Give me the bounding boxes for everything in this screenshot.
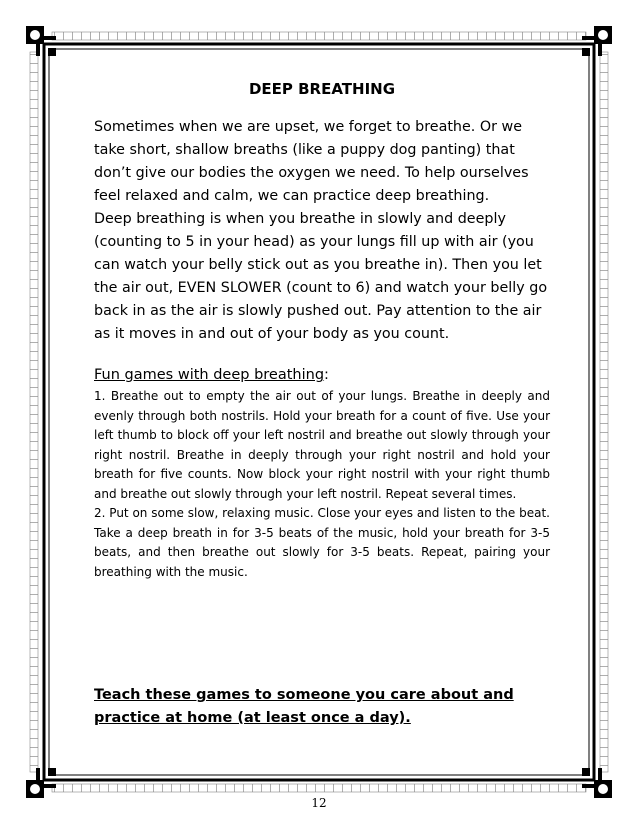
intro-section [94,116,550,346]
page-content [94,80,550,582]
games-heading-colon: : [324,367,329,383]
games-heading-text: Fun games with deep breathing [94,367,325,383]
corner-ornament-bottom-right [582,768,612,798]
intro-paragraph: Sometimes when we are upset, we forget to breathe. Or we take short, shallow breaths (like a puppy dog panting) that don’t give our bodies the oxygen we need. To help ourselves feel relaxed and calm, we can practice deep breathing. [94,119,529,204]
games-list [94,387,550,582]
page-number: 12 [311,796,327,810]
intro-paragraph: Deep breathing is when you breathe in slowly and deeply (counting to 5 in your head) as your lungs fill up with air (you can watch your belly stick out as you breathe in). Then you let the air out, EVEN SLOWER (count to 6) and watch your belly go back in as the air is slowly pushed out. Pay attention to the air as it moves in and out of your body as you count. [94,211,548,342]
games-heading [94,364,550,387]
corner-ornament-bottom-left [26,768,56,798]
page-title: DEEP BREATHING [248,80,396,98]
game-item: 1. Breathe out to empty the air out of your lungs. Breathe in deeply and evenly through both nostrils. Hold your breath for a count of five. Use your left thumb to block off your left nostril and breathe out slowly through your right nostril. Breathe in deeply through your right nostril and hold your breath for five counts. Now block your right nostril with your right thumb and breathe out slowly through your left nostril. Repeat several times. [94,389,550,501]
game-item: 2. Put on some slow, relaxing music. Close your eyes and listen to the beat. Take a deep breath in for 3-5 beats of the music, hold your breath for 3-5 beats, and then breathe out slowly for 3-5 beats. Repeat, pairing your breathing with the music. [94,506,550,579]
closing-statement: Teach these games to someone you care about and practice at home (at least once a day). [94,687,514,726]
corner-ornament-top-left [26,26,56,56]
corner-ornament-top-right [582,26,612,56]
